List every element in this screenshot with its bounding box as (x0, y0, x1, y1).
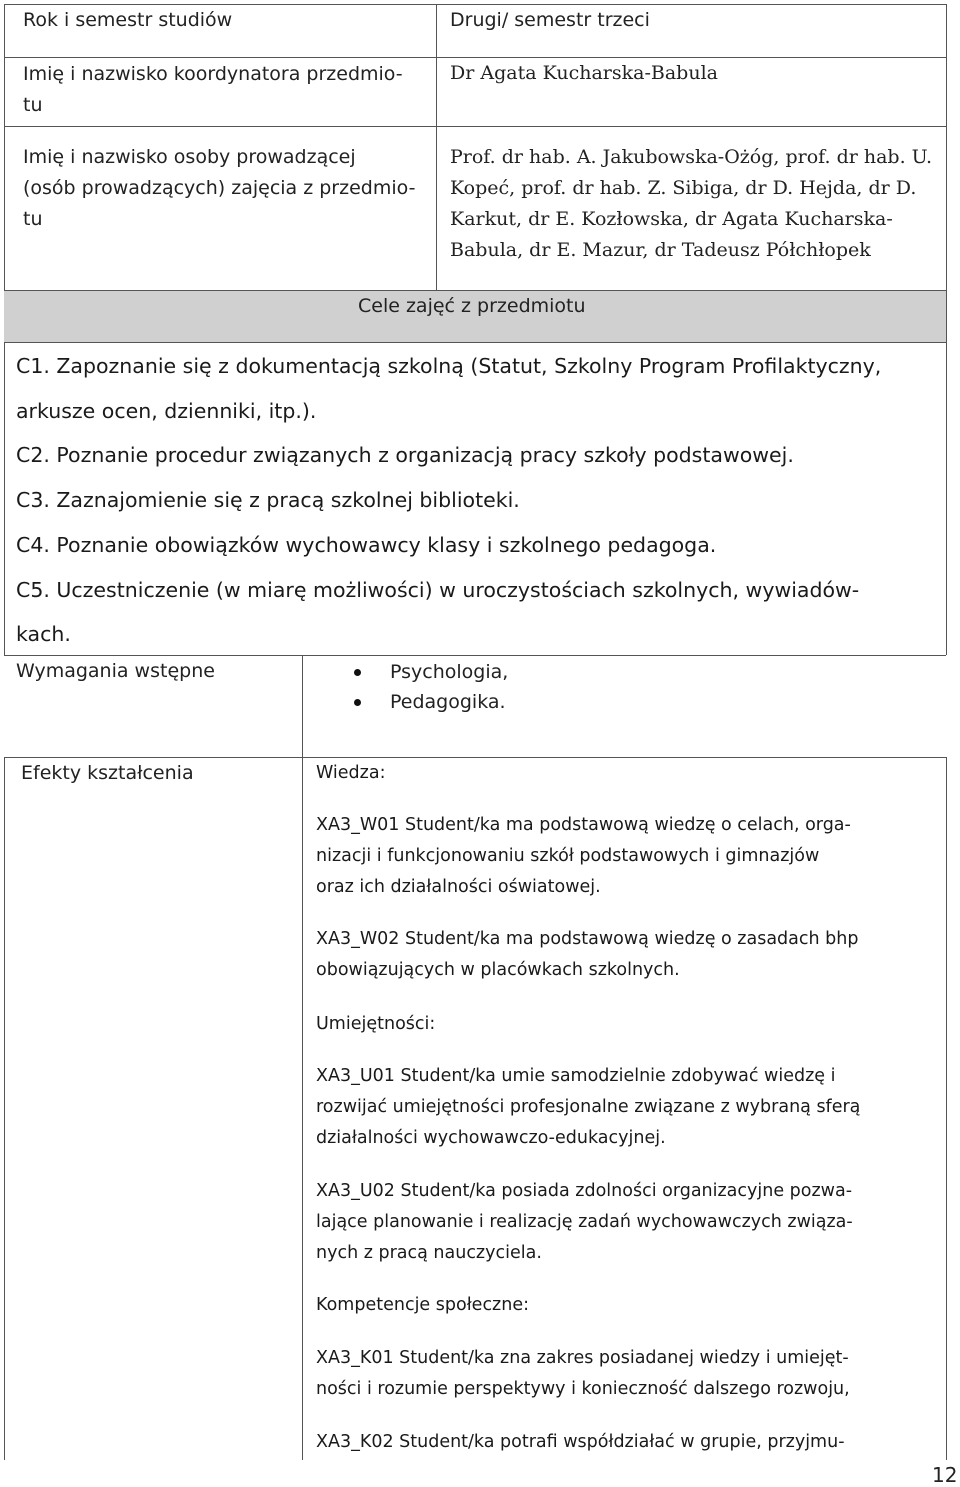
outcomes-right-border (946, 757, 947, 1460)
outcomes-top-border (4, 757, 946, 758)
outcomes-left-border (4, 757, 5, 1460)
value-year-semester: Drugi/ semestr trzeci (450, 9, 650, 31)
outcome-U01: XA3_U01 Student/ka umie samodzielnie zdobywać wiedzę i rozwijać umiejętności profesjonalne związane z wybraną sferą działalności wychowawczo-edukacyjnej. (316, 1066, 861, 1148)
outcome-K02: XA3_K02 Student/ka potrafi współdziałać w grupie, przyjmu- (316, 1432, 845, 1452)
bullet-icon (354, 699, 361, 706)
table-top-border (4, 4, 946, 5)
goal-line: C2. Poznanie procedur związanych z organizacją pracy szkoły podstawowej. (16, 443, 794, 468)
goal-line: C4. Poznanie obowiązków wychowawcy klasy i szkolnego pedagoga. (16, 532, 717, 557)
banner-top-border (4, 290, 946, 291)
prereq-item: Psychologia, (390, 661, 509, 683)
goal-line: C1. Zapoznanie się z dokumentacją szkolną (Statut, Szkolny Program Profilaktyczny, (16, 354, 882, 378)
prereq-label: Wymagania wstępne (16, 660, 215, 682)
goal-line: kach. (16, 622, 71, 647)
outcome-K01: XA3_K01 Student/ka zna zakres posiadanej wiedzy i umiejęt- ności i rozumie perspektywy i konieczność dalszego rozwoju, (316, 1348, 850, 1399)
knowledge-label: Wiedza: (316, 763, 386, 783)
skills-label: Umiejętności: (316, 1014, 436, 1034)
page-number: 12 (932, 1463, 958, 1487)
goals-header: Cele zajęć z przedmiotu (358, 295, 586, 317)
outcomes-label: Efekty kształcenia (21, 762, 194, 784)
label-year-semester: Rok i semestr studiów (23, 9, 233, 31)
table-right-border (946, 4, 947, 655)
bullet-icon (354, 669, 361, 676)
outcome-W02: XA3_W02 Student/ka ma podstawową wiedzę o zasadach bhp obowiązujących w placówkach szkolnych. (316, 929, 859, 980)
label-coordinator: Imię i nazwisko koordynatora przedmio- tu (23, 63, 403, 116)
goal-line: C5. Uczestniczenie (w miarę możliwości) w uroczystościach szkolnych, wywiadów- (16, 577, 860, 602)
goal-line: C3. Zaznajomienie się z pracą szkolnej biblioteki. (16, 488, 520, 513)
prereq-item: Pedagogika. (390, 691, 506, 713)
banner-bottom-border (4, 342, 946, 343)
label-instructors: Imię i nazwisko osoby prowadzącej (osób prowadzących) zajęcia z przedmio- tu (23, 146, 416, 230)
goals-list (16, 344, 881, 657)
goal-line: arkusze ocen, dzienniki, itp.). (16, 398, 317, 423)
value-coordinator: Dr Agata Kucharska-Babula (450, 62, 718, 84)
social-label: Kompetencje społeczne: (316, 1295, 529, 1315)
row-divider-2 (4, 126, 946, 127)
column-divider (436, 4, 437, 291)
outcome-U02: XA3_U02 Student/ka posiada zdolności organizacyjne pozwa- lające planowanie i realizację zadań wychowawczych związa- nych z pracą nauczyciela. (316, 1181, 853, 1263)
prereq-column-divider (302, 655, 303, 757)
outcome-W01: XA3_W01 Student/ka ma podstawową wiedzę o celach, orga- nizacji i funkcjonowaniu szkół podstawowych i gimnazjów oraz ich działalności oświatowej. (316, 815, 851, 897)
outcomes-column-divider (302, 757, 303, 1460)
value-instructors: Prof. dr hab. A. Jakubowska-Ożóg, prof. dr hab. U. Kopeć, prof. dr hab. Z. Sibiga, dr D. Hejda, dr D. Karkut, dr E. Kozłowska, dr Agata Kucharska- Babula, dr E. Mazur, dr Tadeusz Półchłopek (450, 146, 932, 261)
